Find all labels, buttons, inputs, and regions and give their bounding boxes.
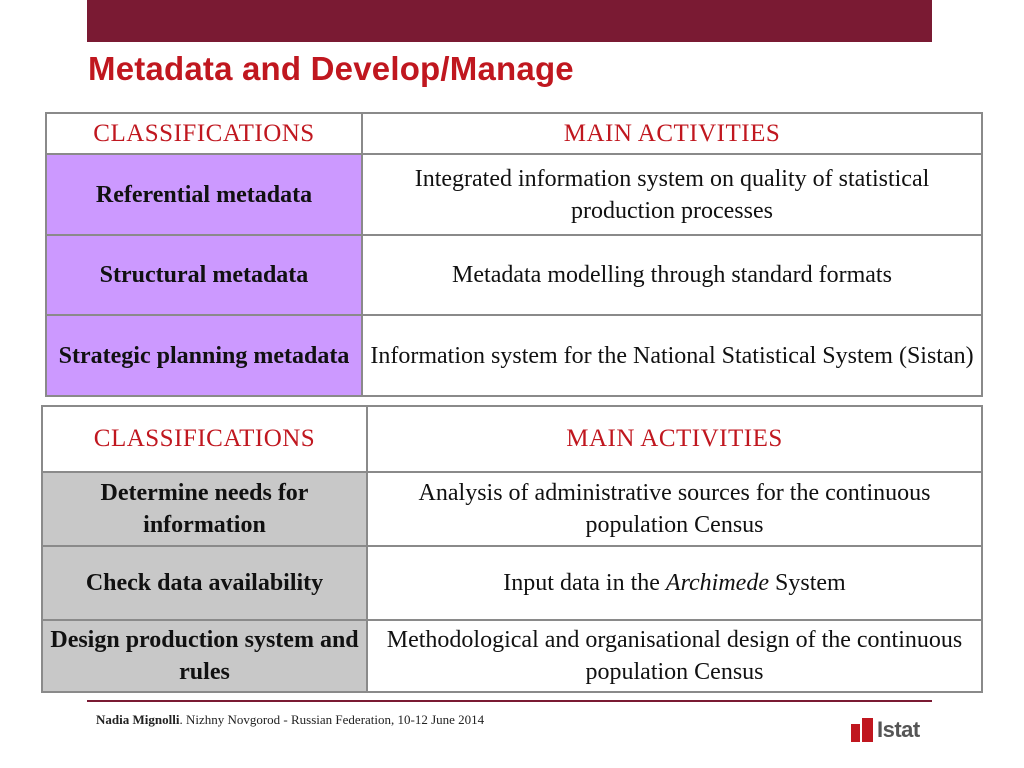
istat-logo-icon [851, 718, 873, 742]
table-row [42, 546, 982, 620]
classification-cell: Strategic planning metadata [46, 315, 362, 396]
footer-divider [87, 700, 932, 702]
header-main-activities: MAIN ACTIVITIES [362, 113, 982, 154]
table-row [42, 620, 982, 692]
classification-cell: Determine needs for information [42, 472, 367, 546]
footer-event: . Nizhny Novgorod - Russian Federation, 10-12 June 2014 [179, 712, 485, 727]
process-classification-table [41, 405, 983, 693]
classification-cell: Check data availability [42, 546, 367, 620]
classification-cell: Design production system and rules [42, 620, 367, 692]
top-brand-bar [87, 0, 932, 42]
istat-logo-text: Istat [877, 717, 920, 742]
classification-cell: Structural metadata [46, 235, 362, 315]
metadata-classification-table [45, 112, 983, 397]
footer-author: Nadia Mignolli [96, 712, 180, 727]
header-main-activities: MAIN ACTIVITIES [367, 406, 982, 472]
activity-cell [367, 546, 982, 620]
table-row [46, 315, 982, 396]
istat-logo [851, 716, 920, 744]
table-row [46, 235, 982, 315]
table-row [46, 154, 982, 235]
activity-cell: Analysis of administrative sources for the continuous population Census [367, 472, 982, 546]
activity-cell: Metadata modelling through standard formats [362, 235, 982, 315]
table-header-row [46, 113, 982, 154]
activity-cell: Integrated information system on quality of statistical production processes [362, 154, 982, 235]
classification-cell: Referential metadata [46, 154, 362, 235]
activity-cell: Information system for the National Statistical System (Sistan) [362, 315, 982, 396]
table-row [42, 472, 982, 546]
activity-text-suffix: System [769, 570, 846, 596]
table-header-row [42, 406, 982, 472]
slide-title: Metadata and Develop/Manage [88, 50, 574, 87]
archimede-system-name: Archimede [665, 570, 769, 596]
activity-cell: Methodological and organisational design of the continuous population Census [367, 620, 982, 692]
footer-citation [96, 712, 484, 728]
header-classifications: CLASSIFICATIONS [46, 113, 362, 154]
header-classifications: CLASSIFICATIONS [42, 406, 367, 472]
activity-text-prefix: Input data in the [503, 570, 666, 596]
